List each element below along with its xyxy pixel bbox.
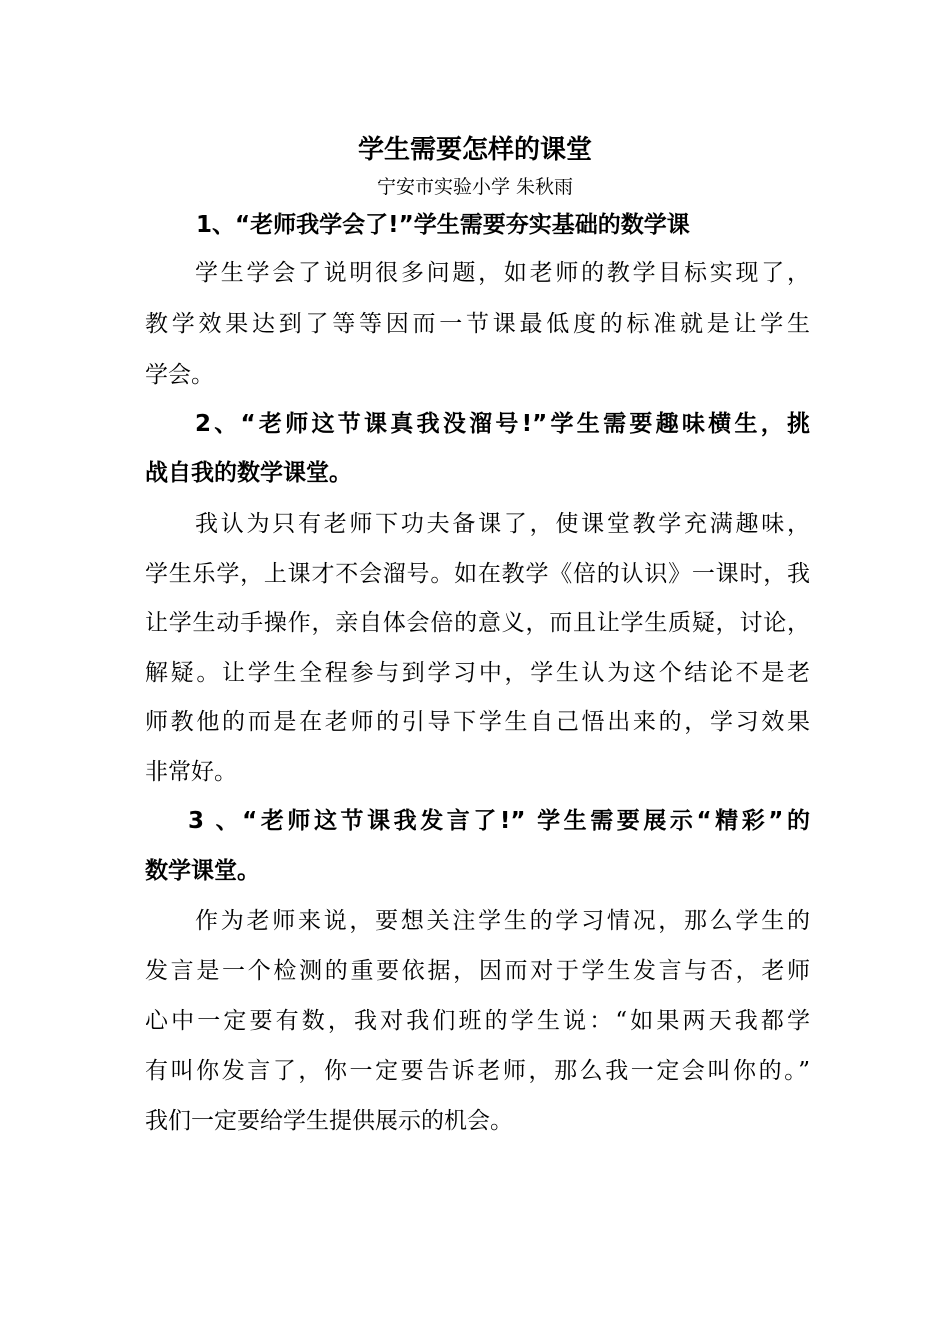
section-2-line-2: 学生乐学，上课才不会溜号。如在教学《倍的认识》一课时，我 [145,561,810,587]
section-3-heading-line-2: 数学课堂。 [145,858,260,884]
section-3-line-3: 心中一定要有数，我对我们班的学生说：“如果两天我都学 [145,1008,810,1034]
section-3-line-4: 有叫你发言了，你一定要告诉老师，那么我一定会叫你的。” [145,1058,810,1084]
section-3-heading-line-1: 3 、“老师这节课我发言了!” 学生需要展示“精彩”的 [188,808,810,834]
section-3-line-2: 发言是一个检测的重要依据，因而对于学生发言与否，老师 [145,958,810,984]
section-3-line-1: 作为老师来说，要想关注学生的学习情况，那么学生的 [195,908,810,934]
section-1-heading: 1、“老师我学会了!”学生需要夯实基础的数学课 [196,212,690,238]
section-2-line-3: 让学生动手操作，亲自体会倍的意义，而且让学生质疑，讨论， [145,610,810,636]
section-2-heading-line-1: 2、“老师这节课真我没溜号!”学生需要趣味横生，挑 [195,411,810,437]
section-3-line-5: 我们一定要给学生提供展示的机会。 [145,1108,513,1134]
section-2-heading-line-2: 战自我的数学课堂。 [145,460,352,486]
section-2-line-4: 解疑。让学生全程参与到学习中，学生认为这个结论不是老 [145,660,810,686]
section-2-line-6: 非常好。 [145,759,237,785]
section-2-line-5: 师教他的而是在老师的引导下学生自己悟出来的，学习效果 [145,709,810,735]
section-1-line-3: 学会。 [145,362,214,388]
author-line: 宁安市实验小学 朱秋雨 [376,176,574,198]
section-1-line-2: 教学效果达到了等等因而一节课最低度的标准就是让学生 [145,311,810,337]
document-title: 学生需要怎样的课堂 [357,135,592,165]
section-1-line-1: 学生学会了说明很多问题，如老师的教学目标实现了， [195,260,810,286]
section-2-line-1: 我认为只有老师下功夫备课了，使课堂教学充满趣味， [195,511,810,537]
